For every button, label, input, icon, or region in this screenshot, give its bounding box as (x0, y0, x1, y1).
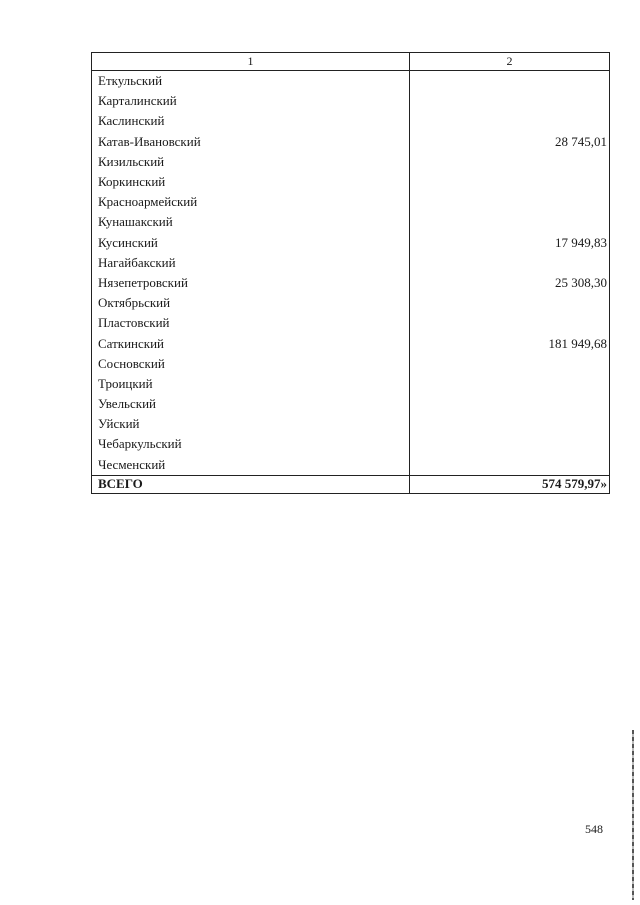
page-number: 548 (585, 822, 603, 836)
district-name: Уйский (92, 414, 410, 434)
table-row (92, 293, 610, 313)
district-name: Октябрьский (92, 293, 410, 313)
table-row (92, 333, 610, 353)
district-name: Красноармейский (92, 192, 410, 212)
district-name: Коркинский (92, 172, 410, 192)
table-row (92, 313, 610, 333)
table-row (92, 233, 610, 253)
district-value (410, 71, 610, 92)
table-row (92, 455, 610, 476)
table-row (92, 414, 610, 434)
district-value (410, 212, 610, 232)
column-header-1: 1 (92, 53, 410, 71)
district-name: Нагайбакский (92, 253, 410, 273)
district-name: Нязепетровский (92, 273, 410, 293)
table-row (92, 111, 610, 131)
table-row (92, 354, 610, 374)
district-name: Карталинский (92, 91, 410, 111)
district-name: Кунашакский (92, 212, 410, 232)
district-name: Пластовский (92, 313, 410, 333)
district-value (410, 91, 610, 111)
district-name: Увельский (92, 394, 410, 414)
table-row (92, 71, 610, 92)
district-name: Чесменский (92, 455, 410, 476)
total-row (92, 475, 610, 493)
scan-edge-artifact (632, 730, 634, 900)
district-name: Троицкий (92, 374, 410, 394)
district-value (410, 313, 610, 333)
district-value (410, 434, 610, 454)
district-name: Кусинский (92, 233, 410, 253)
table-row (92, 152, 610, 172)
district-value: 28 745,01 (410, 132, 610, 152)
table-row (92, 273, 610, 293)
district-value (410, 394, 610, 414)
district-value (410, 455, 610, 476)
district-name: Кизильский (92, 152, 410, 172)
table-row (92, 374, 610, 394)
district-name: Катав-Ивановский (92, 132, 410, 152)
district-value (410, 253, 610, 273)
district-value: 17 949,83 (410, 233, 610, 253)
district-value: 181 949,68 (410, 333, 610, 353)
district-value (410, 172, 610, 192)
district-value (410, 414, 610, 434)
district-name: Еткульский (92, 71, 410, 92)
table-row (92, 132, 610, 152)
total-value: 574 579,97» (410, 475, 610, 493)
table-row (92, 434, 610, 454)
district-value (410, 374, 610, 394)
district-value (410, 192, 610, 212)
district-name: Каслинский (92, 111, 410, 131)
district-value (410, 293, 610, 313)
table-row (92, 192, 610, 212)
table-row (92, 253, 610, 273)
table-header-row (92, 53, 610, 71)
district-name: Чебаркульский (92, 434, 410, 454)
table-row (92, 394, 610, 414)
district-value: 25 308,30 (410, 273, 610, 293)
column-header-2: 2 (410, 53, 610, 71)
district-name: Саткинский (92, 333, 410, 353)
district-value (410, 354, 610, 374)
table-row (92, 172, 610, 192)
table-row (92, 91, 610, 111)
district-name: Сосновский (92, 354, 410, 374)
district-value (410, 152, 610, 172)
district-table (91, 52, 610, 494)
district-value (410, 111, 610, 131)
table-row (92, 212, 610, 232)
total-label: ВСЕГО (92, 475, 410, 493)
